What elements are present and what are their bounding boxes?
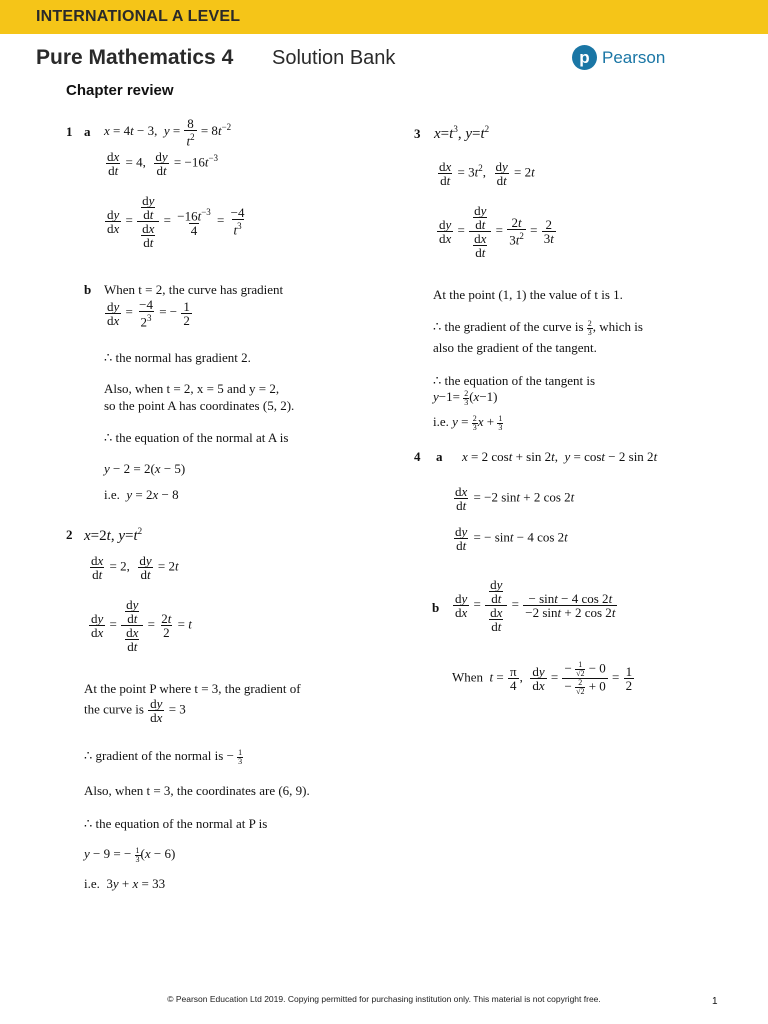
math-line: $\frac{dy}{dt}$ = − sint − 4 cos 2t — [455, 524, 568, 553]
math-line: When t = $\frac{\pi}{4}$ , $\frac{dy}{dx}$ = − $\frac{1}{√2}$ − 0 − $\frac{2}{√2}$ + 0 = $\frac{1}{2}$ — [452, 660, 633, 696]
math-line: $\frac{dy}{dx}$ = $\frac{\frac{dy}{dt}}{\frac{dx}{dt}}$ = $\frac{-16t^{-3}}{4}$ = $\frac{-4}{t^3}$ — [107, 193, 245, 250]
text-line: ∴ the equation of the normal at A is — [104, 430, 289, 445]
chapter-title: Chapter review — [66, 82, 174, 99]
math-line: i.e. y = $\frac{2}{3}$ x + $\frac{1}{3}$ — [433, 413, 503, 432]
math-line: y−1= $\frac{2}{3}$ (x−1) — [433, 388, 498, 407]
ie-label: i.e. — [84, 876, 100, 891]
ie-label: i.e. — [433, 414, 449, 429]
ie-label: i.e. — [104, 487, 120, 502]
math-line: $\frac{dx}{dt}$ = 2, $\frac{dy}{dt}$ = 2t — [91, 553, 179, 582]
header-banner — [0, 0, 768, 34]
footer-copyright: © Pearson Education Ltd 2019. Copying permitted for purchasing institution only. This material is not copyright free. — [167, 994, 601, 1004]
page-number: 1 — [712, 996, 718, 1007]
pearson-logo-icon: p — [572, 45, 597, 70]
math-line: $\frac{dx}{dt}$ = −2 sint + 2 cos 2t — [455, 484, 575, 513]
page-title: Pure Mathematics 4 — [36, 46, 234, 69]
math-line: $\frac{dy}{dx}$ = $\frac{\frac{dy}{dt}}{\frac{dx}{dt}}$ = $\frac{2t}{2}$ = t — [91, 597, 192, 654]
text-line: Also, when t = 3, the coordinates are (6, 9). — [84, 783, 310, 798]
text-line: the curve is — [84, 701, 144, 717]
math-line: i.e. 3y + x = 33 — [84, 876, 166, 891]
question-number: 1 — [66, 124, 73, 139]
text-line: also the gradient of the tangent. — [433, 340, 597, 355]
math-line: ∴ gradient of the normal is − $\frac{1}{3}$ — [84, 747, 243, 766]
text-line: When t = 2, the curve has gradient — [104, 282, 284, 297]
part-label: b — [84, 282, 92, 297]
text-line: When — [452, 669, 484, 685]
math-line: x = 4t − 3, y = $\frac{8}{t^2}$ = $8t^{-2}$ — [104, 116, 232, 149]
math-line: i.e. y = 2x − 8 — [104, 487, 179, 502]
math-line: $\frac{dx}{dt}$ = $3t^2$, $\frac{dy}{dt}$ = 2t — [439, 159, 535, 188]
math-line: the curve is $\frac{dy}{dx}$ = 3 — [84, 696, 186, 725]
text-line: Also, when t = 2, x = 5 and y = 2, — [104, 381, 280, 396]
page-subtitle: Solution Bank — [272, 47, 396, 69]
banner-text: INTERNATIONAL A LEVEL — [36, 8, 241, 25]
question-number: 3 — [414, 126, 421, 141]
text-line: , which is — [592, 319, 643, 334]
text-line: At the point (1, 1) the value of t is 1. — [433, 287, 623, 302]
math-line: $x=t^3$, $y=t^2$ — [434, 124, 490, 142]
text-line: ∴ the normal has gradient 2. — [104, 350, 251, 365]
pearson-logo-text: Pearson — [602, 47, 666, 67]
part-label: b — [432, 600, 440, 615]
question-number: 2 — [66, 527, 73, 542]
text-line: ∴ the gradient of the curve is — [433, 319, 584, 334]
math-line: x = 2 cost + sin 2t, y = cost − 2 sin 2t — [462, 449, 658, 464]
text-line: ∴ gradient of the normal is — [84, 748, 224, 763]
part-label: a — [84, 124, 91, 139]
math-line: x=2t, $y=t^2$ — [84, 526, 143, 544]
math-line: $\frac{dy}{dx}$ = $\frac{\frac{dy}{dt}}{\frac{dx}{dt}}$ = $\frac{- \sin t - 4 \cos 2t}{-2 \sin t + 2 \cos 2t}$ — [455, 577, 616, 634]
math-line: $\frac{dx}{dt}$ = 4, $\frac{dy}{dt}$ = $-16t^{-3}$ — [107, 149, 219, 178]
math-line: $\frac{dy}{dx}$ = $\frac{-4}{2^3}$ = − $\frac{1}{2}$ — [107, 297, 190, 330]
pearson-logo — [572, 45, 665, 70]
math-line: y − 2 = 2(x − 5) — [104, 461, 186, 476]
text-line: so the point A has coordinates (5, 2). — [104, 398, 295, 413]
text-line: ∴ the equation of the tangent is — [433, 373, 596, 388]
math-line: $\frac{dy}{dx}$ = $\frac{\frac{dy}{dt}}{\frac{dx}{dt}}$ = $\frac{2t}{3t^2}$ = $\frac{2}{3t}$ — [439, 203, 554, 260]
text-line: At the point P where t = 3, the gradient of — [84, 681, 301, 696]
part-label: a — [436, 449, 443, 464]
question-number: 4 — [414, 449, 421, 464]
math-line: y − 9 = − $\frac{1}{3}$ (x − 6) — [84, 845, 176, 864]
math-line: ∴ the gradient of the curve is $\frac{2}{3}$ , which is — [433, 318, 643, 337]
text-line: ∴ the equation of the normal at P is — [84, 816, 268, 831]
